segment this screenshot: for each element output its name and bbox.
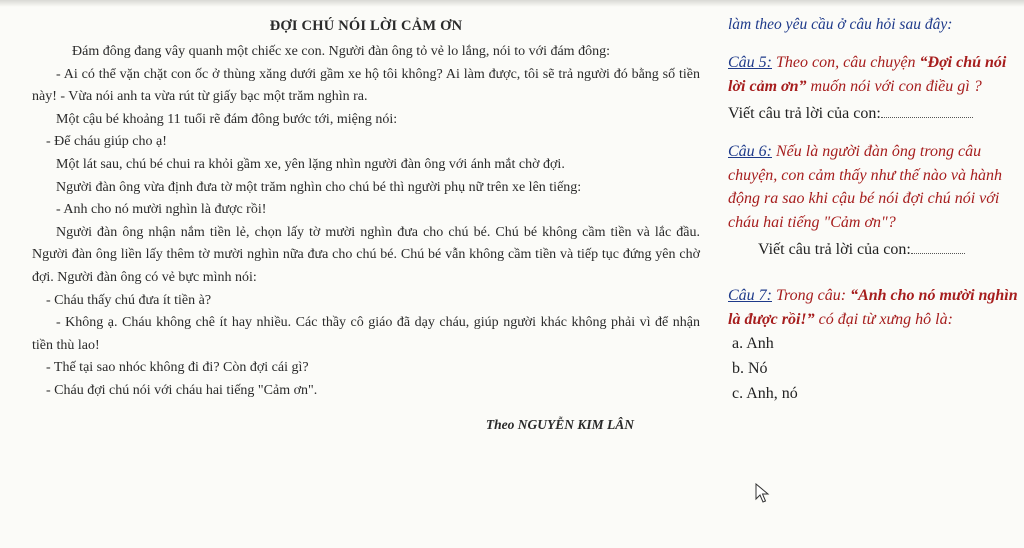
option-a[interactable]: a. Anh — [732, 335, 774, 352]
option-b[interactable]: b. Nó — [732, 360, 768, 377]
story-paragraph: - Anh cho nó mười nghìn là được rồi! — [56, 202, 267, 218]
cropped-top-edge — [0, 0, 1024, 7]
questions-intro: làm theo yêu cầu ở câu hỏi sau đây: — [728, 16, 953, 33]
story-paragraph: - Không ạ. Cháu không chê ít hay nhiều. Các thầy cô giáo đã dạy cháu, giúp người khác không phải vì để nhận tiền thù lao! — [32, 315, 700, 353]
story-title: ĐỢI CHÚ NÓI LỜI CẢM ƠN — [269, 18, 463, 34]
question-7-label: Câu 7: — [728, 287, 772, 304]
story-paragraph: Một lát sau, chú bé chui ra khỏi gầm xe, yên lặng nhìn người đàn ông với ánh mắt chờ đợi. — [56, 156, 565, 172]
option-c[interactable]: c. Anh, nó — [732, 385, 798, 402]
story-paragraph: - Ai có thể vặn chặt con ốc ở thùng xăng dưới gầm xe hộ tôi không? Ai làm được, tôi sẽ trả người đó bằng số tiền này! - Vừa nói anh ta vừa rút từ giấy bạc một trăm nghìn ra. — [32, 66, 700, 105]
mouse-pointer-icon — [755, 483, 771, 503]
story-paragraph: Người đàn ông vừa định đưa tờ một trăm nghìn cho chú bé thì người phụ nữ trên xe lên tiếng: — [56, 179, 582, 195]
answer-blank[interactable] — [881, 113, 973, 118]
story-column — [32, 10, 700, 433]
story-paragraph: - Thế tại sao nhóc không đi đi? Còn đợi cái gì? — [46, 360, 309, 376]
question-7: Câu 7: Trong câu: “Anh cho nó mười nghìn là được rồi!” có đại từ xưng hô là: — [728, 287, 1018, 328]
story-paragraph: Người đàn ông nhận nắm tiền lẻ, chọn lấy tờ mười nghìn đưa cho chú bé. Chú bé không cầm tiền và lắc đầu. Người đàn ông liền lấy thêm tờ mười nghìn nữa đưa cho chú bé. Chú bé vẫn không cầm tiền và tiếp tục đứng yên chờ đợi. Người đàn ông có vẻ bực mình nói: — [32, 224, 700, 285]
answer-line-6: Viết câu trả lời của con: — [728, 238, 1020, 262]
quoted-sentence: “Anh cho nó mười nghìn là được rồi!” — [728, 287, 1018, 328]
question-6: Câu 6: Nếu là người đàn ông trong câu chuyện, con cảm thấy như thế nào và hành động ra sao khi cậu bé nói đợi chú nói với cháu hai tiếng "Cảm ơn"? — [728, 143, 1002, 231]
question-5-label: Câu 5: — [728, 54, 772, 71]
story-author: Theo NGUYỄN KIM LÂN — [485, 416, 634, 432]
story-title-quote: “Đợi chú nói lời cảm ơn” — [728, 54, 1007, 95]
story-paragraph: - Cháu đợi chú nói với cháu hai tiếng "Cảm ơn". — [46, 382, 318, 398]
story-paragraph: Đám đông đang vây quanh một chiếc xe con. Người đàn ông tỏ vẻ lo lắng, nói to với đám đông: — [72, 44, 610, 59]
story-paragraph: Một cậu bé khoảng 11 tuổi rẽ đám đông bước tới, miệng nói: — [56, 111, 398, 127]
question-6-label: Câu 6: — [728, 143, 772, 160]
answer-blank[interactable] — [911, 249, 965, 254]
question-5: Câu 5: Theo con, câu chuyện “Đợi chú nói lời cảm ơn” muốn nói với con điều gì ? — [728, 54, 1007, 95]
questions-column — [728, 10, 1020, 406]
story-paragraph: - Cháu thấy chú đưa ít tiền à? — [46, 292, 212, 308]
story-paragraph: - Để cháu giúp cho ạ! — [46, 134, 167, 150]
answer-line-5: Viết câu trả lời của con: — [728, 102, 1020, 126]
